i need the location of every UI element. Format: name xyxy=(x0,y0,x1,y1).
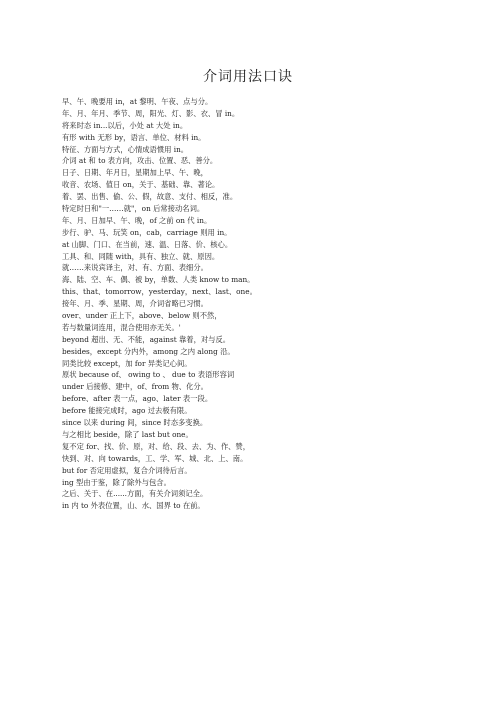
verse-lines xyxy=(62,96,462,512)
verse-line: 着、罢、出售、偷、公、假，故意、支付、相反，准。 xyxy=(62,192,238,202)
verse-line: 海、陆、空、车、偶、被 by，单数、人类 know to man。 xyxy=(62,275,255,285)
verse-line: 同类比较 except，加 for 异类记心间。 xyxy=(62,358,192,368)
verse-line: 接年、月、季、星期、周，介词省略已习惯。 xyxy=(62,299,208,309)
verse-line: 特定时日和"一……就"，on 后常接动名词。 xyxy=(62,204,205,214)
verse-line: before 能接完成时，ago 过去极有限。 xyxy=(62,406,192,416)
document-title: 介词用法口诀 xyxy=(203,69,293,85)
verse-line: 若与数量词连用，混合使用亦无关。' xyxy=(62,322,181,332)
verse-line: 步行、驴、马、玩笑 on，cab，carriage 则用 in。 xyxy=(62,227,232,237)
verse-line: since 以来 during 间，since 时态多变换。 xyxy=(62,418,208,428)
verse-line: under 后接修、建中，of、from 物、化分。 xyxy=(62,382,208,392)
verse-line: 收音、农场、值日 on，关于、基础、靠、著论。 xyxy=(62,180,220,190)
verse-line: 与之相比 beside，除了 last but one。 xyxy=(62,429,193,439)
verse-line: but for 否定用虚拟，复合介词待后言。 xyxy=(62,465,192,475)
verse-line: this、that、tomorrow，yesterday，next、last、one。 xyxy=(62,287,257,297)
verse-line: before、after 表一点，ago、later 表一段。 xyxy=(62,394,213,404)
verse-line: besides，except 分内外，among 之内 along 沿。 xyxy=(62,346,235,356)
verse-line: 早、午、晚要用 in，at 黎明、午夜、点与分。 xyxy=(62,97,213,106)
verse-line: 工具、和、同随 with，具有、独立、就、原因。 xyxy=(62,251,220,261)
verse-line: 复不定 for、找、价、原，对、给、段、去、为、作、赞， xyxy=(62,441,251,451)
verse-line: 原状 because of、 owing to 、 due to 表语形容词 xyxy=(62,370,235,380)
verse-line: 将来时态 in...以后，小处 at 大处 in。 xyxy=(62,120,188,130)
verse-line: in 内 to 外表位置，山、水、国界 to 在前。 xyxy=(62,501,205,511)
verse-line: beyond 超出、无、不能，against 靠着，对与反。 xyxy=(62,334,231,344)
verse-line: 快到、对、向 towards，工、学、军、城、北、上、南。 xyxy=(62,453,248,463)
verse-line: 之后、关于、在......方面，有关介词须记全。 xyxy=(62,489,208,499)
verse-line: 有形 with 无形 by，语言、单位、材料 in。 xyxy=(62,132,206,142)
verse-line: over、under 正上下，above、below 则不然， xyxy=(62,311,222,321)
verse-line: ing 型由于鉴，除了除外与包含。 xyxy=(62,477,171,487)
verse-line: 年、月、日加早、午、晚，of 之前 on 代 in。 xyxy=(62,215,212,225)
verse-line: 特征、方面与方式，心情成语惯用 in。 xyxy=(62,144,189,154)
verse-line: at 山脚、门口、在当前，速、温、日落、价、核心。 xyxy=(62,239,233,249)
verse-line: 就……来说宾译主，对、有、方面、表细分。 xyxy=(62,263,208,273)
verse-line: 介词 at 和 to 表方向，攻击、位置、恶、善分。 xyxy=(62,156,218,166)
verse-line: 日子、日期、年月日，星期加上早、午、晚， xyxy=(62,168,208,178)
verse-line: 年、月、年月、季节、周，阳光、灯、影、衣、冒 in。 xyxy=(62,108,240,118)
